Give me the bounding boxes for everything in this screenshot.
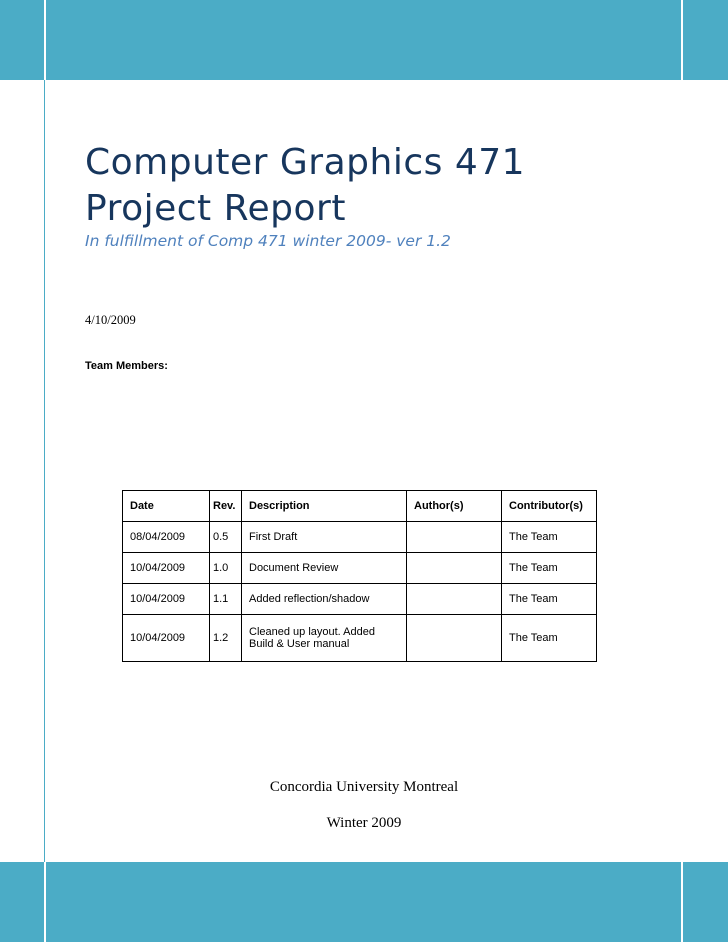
header-authors: Author(s) [407,491,502,522]
cell-date: 10/04/2009 [123,584,210,615]
cell-contributors: The Team [502,553,597,584]
institution-name: Concordia University Montreal [269,779,459,795]
cell-description-line-1: Cleaned up layout. Added [249,626,375,638]
cell-rev: 1.0 [210,553,242,584]
right-divider-line [681,0,683,942]
table-header-row [123,491,597,522]
cell-contributors: The Team [502,522,597,553]
title-line-1: Computer Graphics 471 [85,142,526,183]
top-accent-band [0,0,728,80]
revision-history-table [122,490,597,662]
cell-contributors: The Team [502,584,597,615]
table-row [123,584,597,615]
table-row [123,553,597,584]
left-page-rule [44,80,45,862]
term-label: Winter 2009 [326,815,402,831]
cell-rev: 1.1 [210,584,242,615]
cell-rev: 0.5 [210,522,242,553]
cell-date: 10/04/2009 [123,553,210,584]
cell-authors [407,522,502,553]
cell-date: 08/04/2009 [123,522,210,553]
cell-description: Added reflection/shadow [242,584,407,615]
cell-description [242,615,407,662]
table-row [123,522,597,553]
cell-authors [407,553,502,584]
cell-description: Document Review [242,553,407,584]
cell-authors [407,584,502,615]
cell-description-line-2: Build & User manual [249,638,350,650]
title-line-2: Project Report [85,188,346,229]
cell-authors [407,615,502,662]
header-date: Date [123,491,210,522]
bottom-accent-band [0,862,728,942]
cell-contributors: The Team [502,615,597,662]
header-description: Description [242,491,407,522]
header-contributors: Contributor(s) [502,491,597,522]
team-members-label: Team Members: [85,360,168,372]
cell-description: First Draft [242,522,407,553]
table-row [123,615,597,662]
document-title [85,140,525,232]
cell-date: 10/04/2009 [123,615,210,662]
cell-rev: 1.2 [210,615,242,662]
document-date: 4/10/2009 [85,313,136,327]
header-rev: Rev. [210,491,242,522]
document-subtitle: In fulfillment of Comp 471 winter 2009- ver 1.2 [85,232,451,250]
